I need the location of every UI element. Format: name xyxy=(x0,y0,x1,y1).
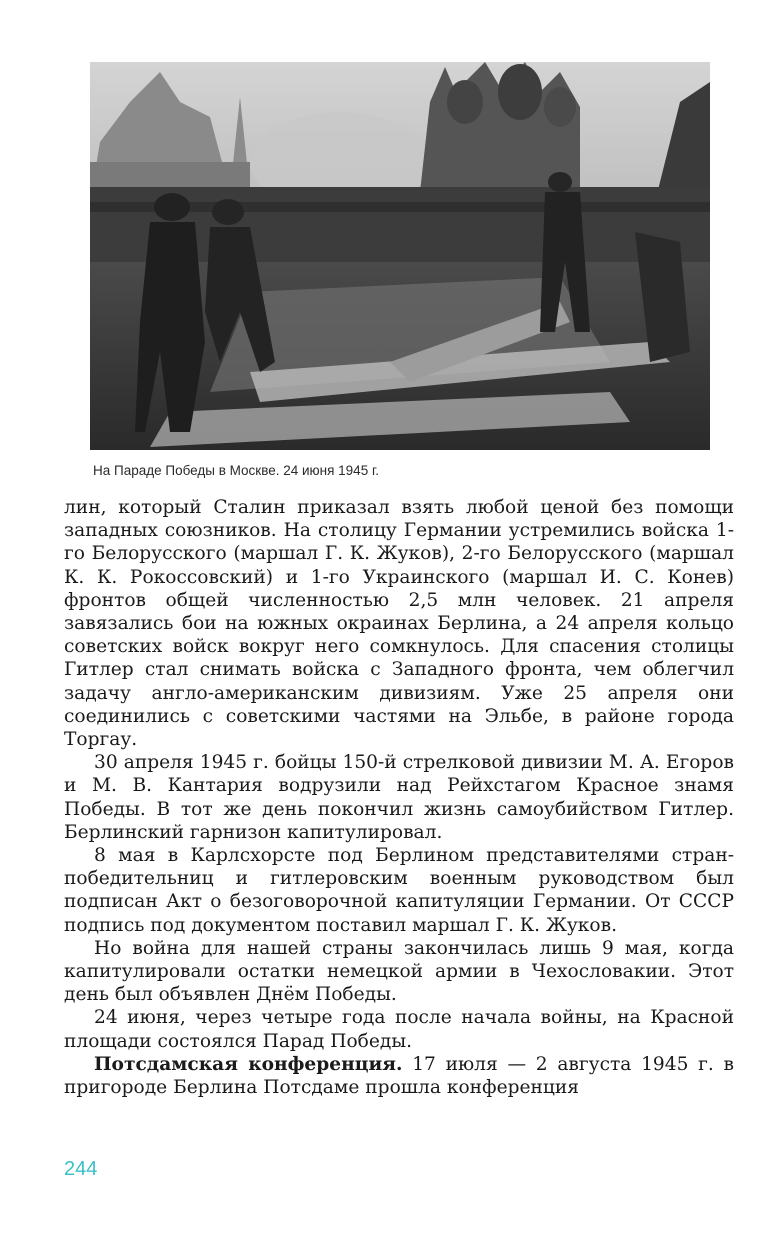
victory-parade-photo xyxy=(90,62,710,450)
paragraph-karlshorst: 8 мая в Карлсхорсте под Берлином представителями стран-победительниц и гитлеровским военным руководством был подписан Акт о безоговорочной капитуляции Германии. От СССР подпись под документом поставил маршал Г. К. Жуков. xyxy=(64,845,734,936)
paragraph-berlin-operation: лин, который Сталин приказал взять любой ценой без помощи западных союзников. На столицу Германии устремились войска 1-го Белорусского (маршал Г. К. Жуков), 2-го Белорусского (маршал К. К. Рокоссовский) и 1-го Украинского (маршал И. С. Конев) фронтов общей численностью 2,5 млн человек. 21 апреля завязались бои на южных окраинах Берлина, а 24 апреля кольцо советских войск вокруг него сомкнулось. Для спасения столицы Гитлер стал снимать войска с Западного фронта, чем облегчил задачу англо-американским дивизиям. Уже 25 апреля они соединились с советскими частями на Эльбе, в районе города Торгау. xyxy=(64,497,734,751)
section-heading-potsdam: Потсдамская конференция. xyxy=(94,1053,403,1075)
paragraph-potsdam-text: 17 июля — 2 августа 1945 г. в пригороде Берлина Потсдаме прошла конференция xyxy=(64,1053,735,1099)
photo-caption: На Параде Победы в Москве. 24 июня 1945 г. xyxy=(93,463,379,478)
page-number: 244 xyxy=(64,1158,98,1180)
victory-parade-photo-image xyxy=(90,62,710,450)
paragraph-reichstag: 30 апреля 1945 г. бойцы 150-й стрелковой дивизии М. А. Егоров и М. В. Кантария водрузили над Рейхстагом Красное знамя Победы. В тот же день покончил жизнь самоубийством Гитлер. Берлинский гарнизон капитулировал. xyxy=(64,752,734,843)
body-text xyxy=(64,496,734,1099)
paragraph-victory-day: Но война для нашей страны закончилась лишь 9 мая, когда капитулировали остатки немецкой армии в Чехословакии. Этот день был объявлен Днём Победы. xyxy=(64,937,734,1006)
paragraph-potsdam xyxy=(64,1053,734,1099)
paragraph-victory-parade: 24 июня, через четыре года после начала войны, на Красной площади состоялся Парад Победы. xyxy=(64,1007,734,1052)
